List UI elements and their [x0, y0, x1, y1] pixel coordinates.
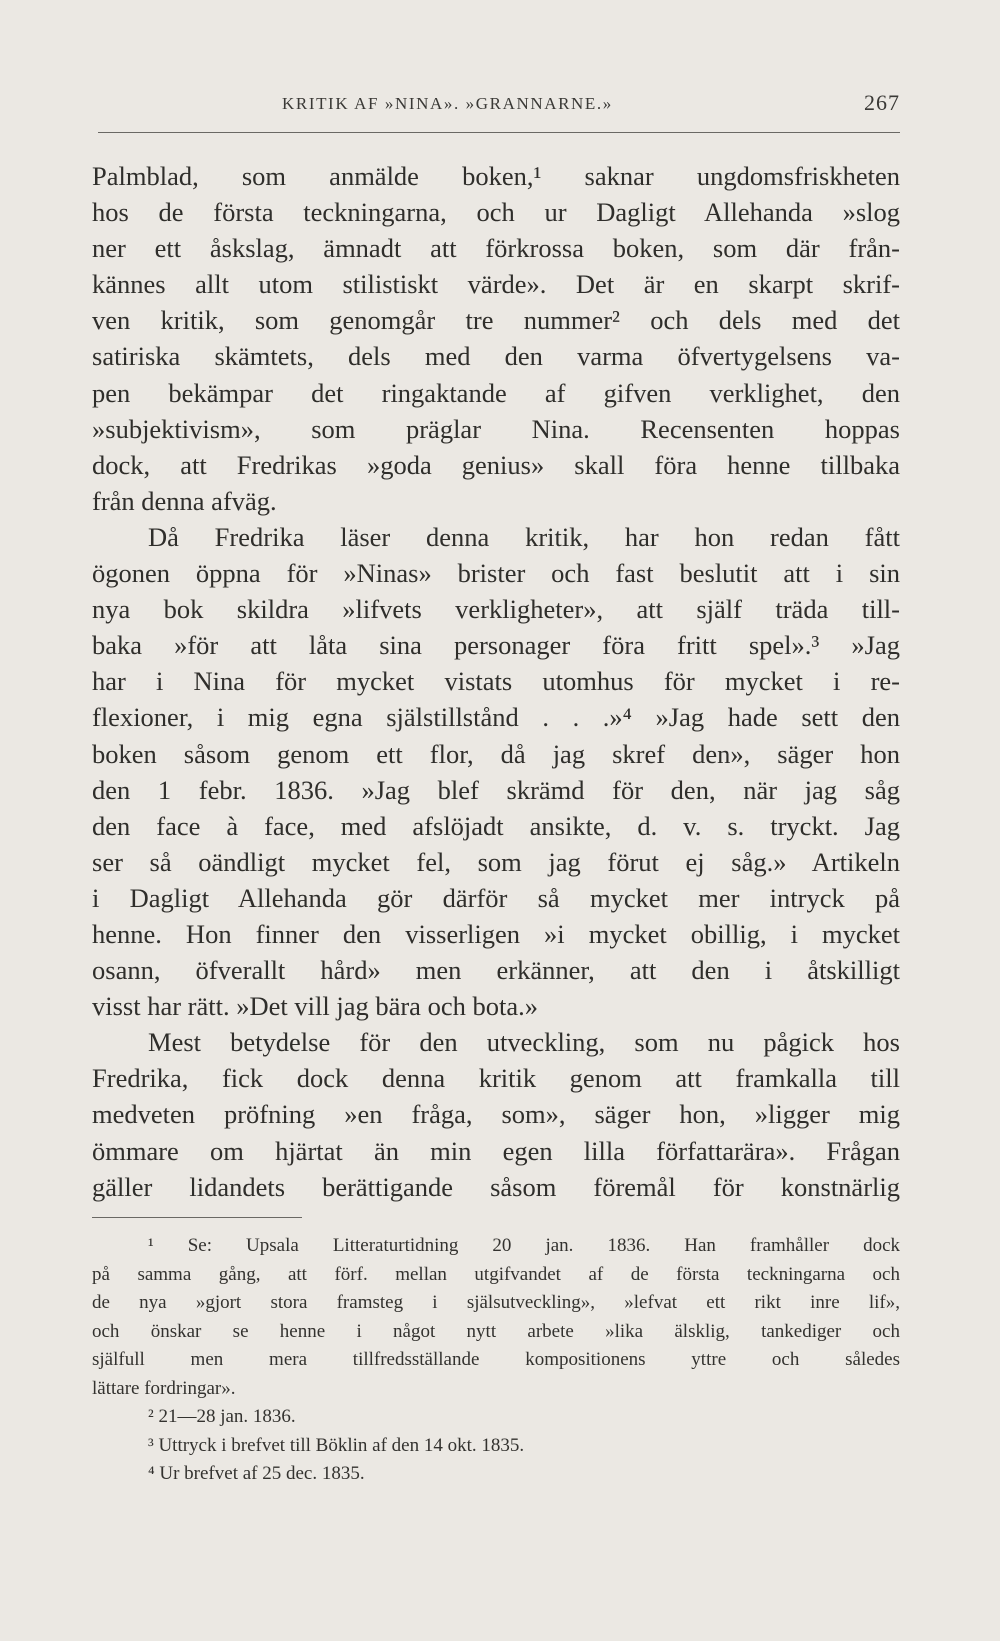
text-line: flexioner, i mig egna själstillstånd . . .»⁴ »Jag hade sett den	[92, 702, 900, 733]
footnote-line: ⁴ Ur brefvet af 25 dec. 1835.	[148, 1463, 365, 1484]
footnote-line: och önskar se henne i något nytt arbete »lika älsklig, tankediger och	[92, 1320, 900, 1342]
text-line: ömmare om hjärtat än min egen lilla författarära». Frågan	[92, 1135, 900, 1166]
text-line: från denna afväg.	[92, 485, 277, 516]
footnote-line: ¹ Se: Upsala Litteraturtidning 20 jan. 1836. Han framhåller dock	[148, 1235, 900, 1256]
text-line: pen bekämpar det ringaktande af gifven verklighet, den	[92, 377, 900, 408]
footnote-line: ³ Uttryck i brefvet till Böklin af den 14 okt. 1835.	[148, 1434, 525, 1456]
text-line: ser så oändligt mycket fel, som jag förut ej såg.» Artikeln	[92, 846, 900, 877]
footnote-line: de nya »gjort stora framsteg i själsutveckling», »lefvat ett rikt inre lif»,	[92, 1292, 900, 1313]
text-line: den face à face, med afslöjadt ansikte, d. v. s. tryckt. Jag	[92, 810, 900, 841]
text-line: henne. Hon finner den visserligen »i mycket obillig, i mycket	[92, 918, 900, 949]
text-line: baka »för att låta sina personager föra fritt spel».³ »Jag	[92, 630, 900, 661]
text-line: medveten pröfning »en fråga, som», säger hon, »ligger mig	[92, 1099, 900, 1130]
text-line: den 1 febr. 1836. »Jag blef skrämd för den, när jag såg	[92, 774, 900, 805]
footnote-line: på samma gång, att förf. mellan utgifvandet af de första teckningarna och	[92, 1263, 900, 1285]
text-line: ner ett åskslag, ämnadt att förkrossa boken, som där från-	[92, 233, 900, 264]
header-rule	[98, 132, 900, 133]
text-line: Palmblad, som anmälde boken,¹ saknar ungdomsfriskheten	[92, 161, 900, 191]
footnote-line: lättare fordringar».	[92, 1377, 236, 1399]
footnote-line: ² 21—28 jan. 1836.	[148, 1406, 296, 1427]
text-line: gäller lidandets berättigande såsom föremål för konstnärlig	[92, 1171, 900, 1202]
text-line: boken såsom genom ett flor, då jag skref den», säger hon	[92, 738, 900, 769]
text-line: har i Nina för mycket vistats utomhus för mycket i re-	[92, 666, 900, 697]
footnote-rule	[92, 1217, 302, 1218]
text-line: Mest betydelse för den utveckling, som nu pågick hos	[148, 1027, 900, 1058]
text-line: osann, öfverallt hård» men erkänner, att den i åtskilligt	[92, 955, 900, 986]
text-line: i Dagligt Allehanda gör därför så mycket mer intryck på	[92, 882, 900, 913]
footnotes	[92, 1232, 900, 1489]
text-line: Fredrika, fick dock denna kritik genom att framkalla till	[92, 1063, 900, 1094]
text-line: visst har rätt. »Det vill jag bära och bota.»	[92, 991, 538, 1022]
text-line: »subjektivism», som präglar Nina. Recensenten hoppas	[92, 413, 900, 444]
text-line: nya bok skildra »lifvets verkligheter», att själf träda till-	[92, 594, 900, 625]
main-text	[92, 158, 900, 1205]
text-line: hos de första teckningarna, och ur Dagligt Allehanda »slog	[92, 197, 900, 228]
text-line: satiriska skämtets, dels med den varma öfvertygelsens va-	[92, 341, 900, 372]
text-line: Då Fredrika läser denna kritik, har hon redan fått	[148, 521, 900, 552]
page-header	[282, 92, 900, 122]
text-line: ögonen öppna för »Ninas» brister och fast beslutit att i sin	[92, 558, 900, 589]
text-line: kännes allt utom stilistiskt värde». Det är en skarpt skrif-	[92, 269, 900, 300]
footnote-line: själfull men mera tillfredsställande kompositionens yttre och således	[92, 1349, 900, 1370]
text-line: ven kritik, som genomgår tre nummer² och dels med det	[92, 305, 900, 336]
page-number: 267	[864, 90, 900, 115]
running-title: KRITIK AF »NINA». »GRANNARNE.»	[282, 94, 613, 113]
text-line: dock, att Fredrikas »goda genius» skall föra henne tillbaka	[92, 449, 900, 480]
